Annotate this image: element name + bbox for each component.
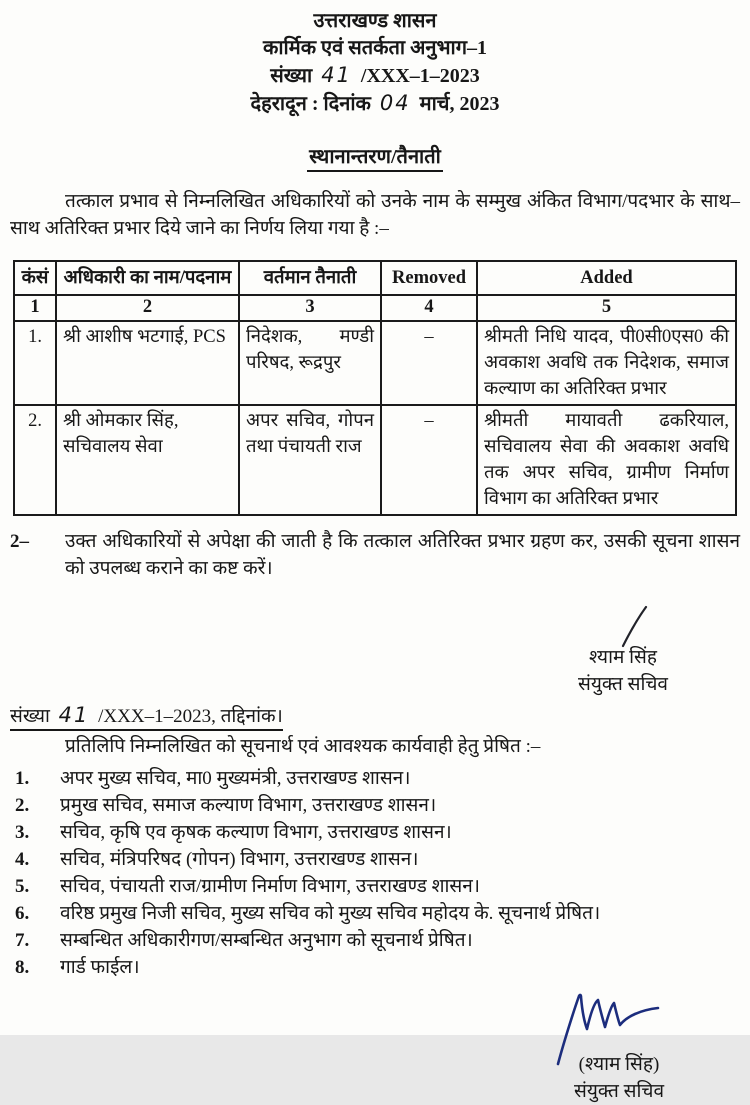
row1-added: श्रीमती निधि यादव, पी0सी0एस0 की अवकाश अवधि तक निदेशक, समाज कल्याण का अतिरिक्त प्रभार <box>477 321 736 405</box>
list-item-text: सम्बन्धित अधिकारीगण/सम्बन्धित अनुभाग को सूचनार्थ प्रेषित। <box>60 930 473 951</box>
clause-2-text: उक्त अधिकारियों से अपेक्षा की जाती है कि तत्काल अतिरिक्त प्रभार ग्रहण कर, उसकी सूचना शासन को उपलब्ध कराने का कष्ट करें। <box>65 531 740 579</box>
list-item-text: अपर मुख्य सचिव, मा0 मुख्यमंत्री, उत्तराखण्ड शासन। <box>60 768 411 789</box>
list-item <box>10 765 740 792</box>
list-item <box>10 900 740 927</box>
endorsement-number-handwritten: 41 <box>58 703 90 727</box>
list-item-number: 4. <box>15 849 30 870</box>
signatory-name-1: श्याम सिंह <box>588 647 657 668</box>
clause-2-number: 2– <box>10 531 29 552</box>
order-number-handwritten: 41 <box>321 63 352 87</box>
list-item-number: 5. <box>15 876 30 897</box>
row1-removed: – <box>381 321 477 405</box>
letterhead <box>10 6 740 118</box>
list-item-text: सचिव, कृषि एव कृषक कल्याण विभाग, उत्तराखण्ड शासन। <box>60 822 452 843</box>
list-item-text: सचिव, मंत्रिपरिषद (गोपन) विभाग, उत्तराखण्ड शासन। <box>60 849 419 870</box>
column-number-row <box>14 295 736 321</box>
list-item-text: प्रमुख सचिव, समाज कल्याण विभाग, उत्तराखण्ड शासन। <box>60 795 437 816</box>
list-item <box>10 846 740 873</box>
header-name: अधिकारी का नाम/पदनाम <box>56 261 239 295</box>
header-added: Added <box>477 261 736 295</box>
colnum-5: 5 <box>477 295 736 321</box>
department-name: कार्मिक एवं सतर्कता अनुभाग–1 <box>263 37 487 59</box>
signature-block-2 <box>560 987 678 1105</box>
table-header-row <box>14 261 736 295</box>
copy-heading: प्रतिलिपि निम्नलिखित को सूचनार्थ एवं आवश्यक कार्यवाही हेतु प्रेषित :– <box>65 736 541 757</box>
header-current: वर्तमान तैनाती <box>239 261 381 295</box>
row2-current-posting: अपर सचिव, गोपन तथा पंचायती राज <box>239 405 381 515</box>
list-item <box>10 954 740 981</box>
row1-officer-name: श्री आशीष भटगाई, PCS <box>56 321 239 405</box>
list-item-number: 2. <box>15 795 30 816</box>
opening-paragraph: तत्काल प्रभाव से निम्नलिखित अधिकारियों को उनके नाम के सम्मुख अंकित विभाग/पदभार के साथ–साथ अतिरिक्त प्रभार दिये जाने का निर्णय लिया गया है :– <box>10 191 740 239</box>
list-item-number: 8. <box>15 957 30 978</box>
row2-officer-name: श्री ओमकार सिंह, सचिवालय सेवा <box>56 405 239 515</box>
list-item-text: गार्ड फाईल। <box>60 957 140 978</box>
list-item-number: 3. <box>15 822 30 843</box>
colnum-4: 4 <box>381 295 477 321</box>
table-row <box>14 321 736 405</box>
colnum-2: 2 <box>56 295 239 321</box>
header-removed: Removed <box>381 261 477 295</box>
order-number-prefix: संख्या <box>270 65 313 87</box>
transfer-table <box>13 260 737 516</box>
list-item-number: 1. <box>15 768 30 789</box>
table-row <box>14 405 736 515</box>
row1-current-posting: निदेशक, मण्डी परिषद, रूद्रपुर <box>239 321 381 405</box>
signatory-designation-2: संयुक्त सचिव <box>573 1081 665 1102</box>
signatory-name-2: (श्याम सिंह) <box>578 1054 660 1075</box>
row2-sno: 2. <box>14 405 56 515</box>
order-number-line <box>10 62 740 90</box>
government-name: उत्तराखण्ड शासन <box>313 10 437 32</box>
signatory-designation-1: संयुक्त सचिव <box>577 674 668 695</box>
endorsement-number-suffix: /XXX–1–2023, तद्दिनांक। <box>98 706 283 727</box>
colnum-1: 1 <box>14 295 56 321</box>
subject-wrap <box>10 142 740 172</box>
endorsement-number-prefix: संख्या <box>10 706 50 727</box>
order-number-suffix: /XXX–1–2023 <box>360 65 480 87</box>
place-date-prefix: देहरादून : दिनांक <box>250 93 371 115</box>
list-item-text: सचिव, पंचायती राज/ग्रामीण निर्माण विभाग, उत्तराखण्ड शासन। <box>60 876 481 897</box>
list-item-number: 6. <box>15 903 30 924</box>
list-item <box>10 792 740 819</box>
subject-title: स्थानान्तरण/तैनाती <box>307 142 443 172</box>
list-item <box>10 819 740 846</box>
clause-2 <box>10 528 740 582</box>
place-date-line <box>10 90 740 118</box>
date-handwritten: 04 <box>379 91 411 115</box>
row2-removed: – <box>381 405 477 515</box>
list-item-number: 7. <box>15 930 30 951</box>
signature-block-1 <box>578 604 668 698</box>
endorsement-number-line <box>10 702 740 731</box>
signature-stroke-icon <box>616 604 654 648</box>
row1-sno: 1. <box>14 321 56 405</box>
row2-added: श्रीमती मायावती ढकरियाल, सचिवालय सेवा की अवकाश अवधि तक अपर सचिव, ग्रामीण निर्माण विभाग का अतिरिक्त प्रभार <box>477 405 736 515</box>
list-item-text: वरिष्ठ प्रमुख निजी सचिव, मुख्य सचिव को मुख्य सचिव महोदय के. सूचनार्थ प्रेषित। <box>60 903 601 924</box>
list-item <box>10 873 740 900</box>
place-date-suffix: मार्च, 2023 <box>419 93 500 115</box>
header-sno: कंसं <box>14 261 56 295</box>
copy-distribution-list <box>10 765 740 981</box>
list-item <box>10 927 740 954</box>
colnum-3: 3 <box>239 295 381 321</box>
